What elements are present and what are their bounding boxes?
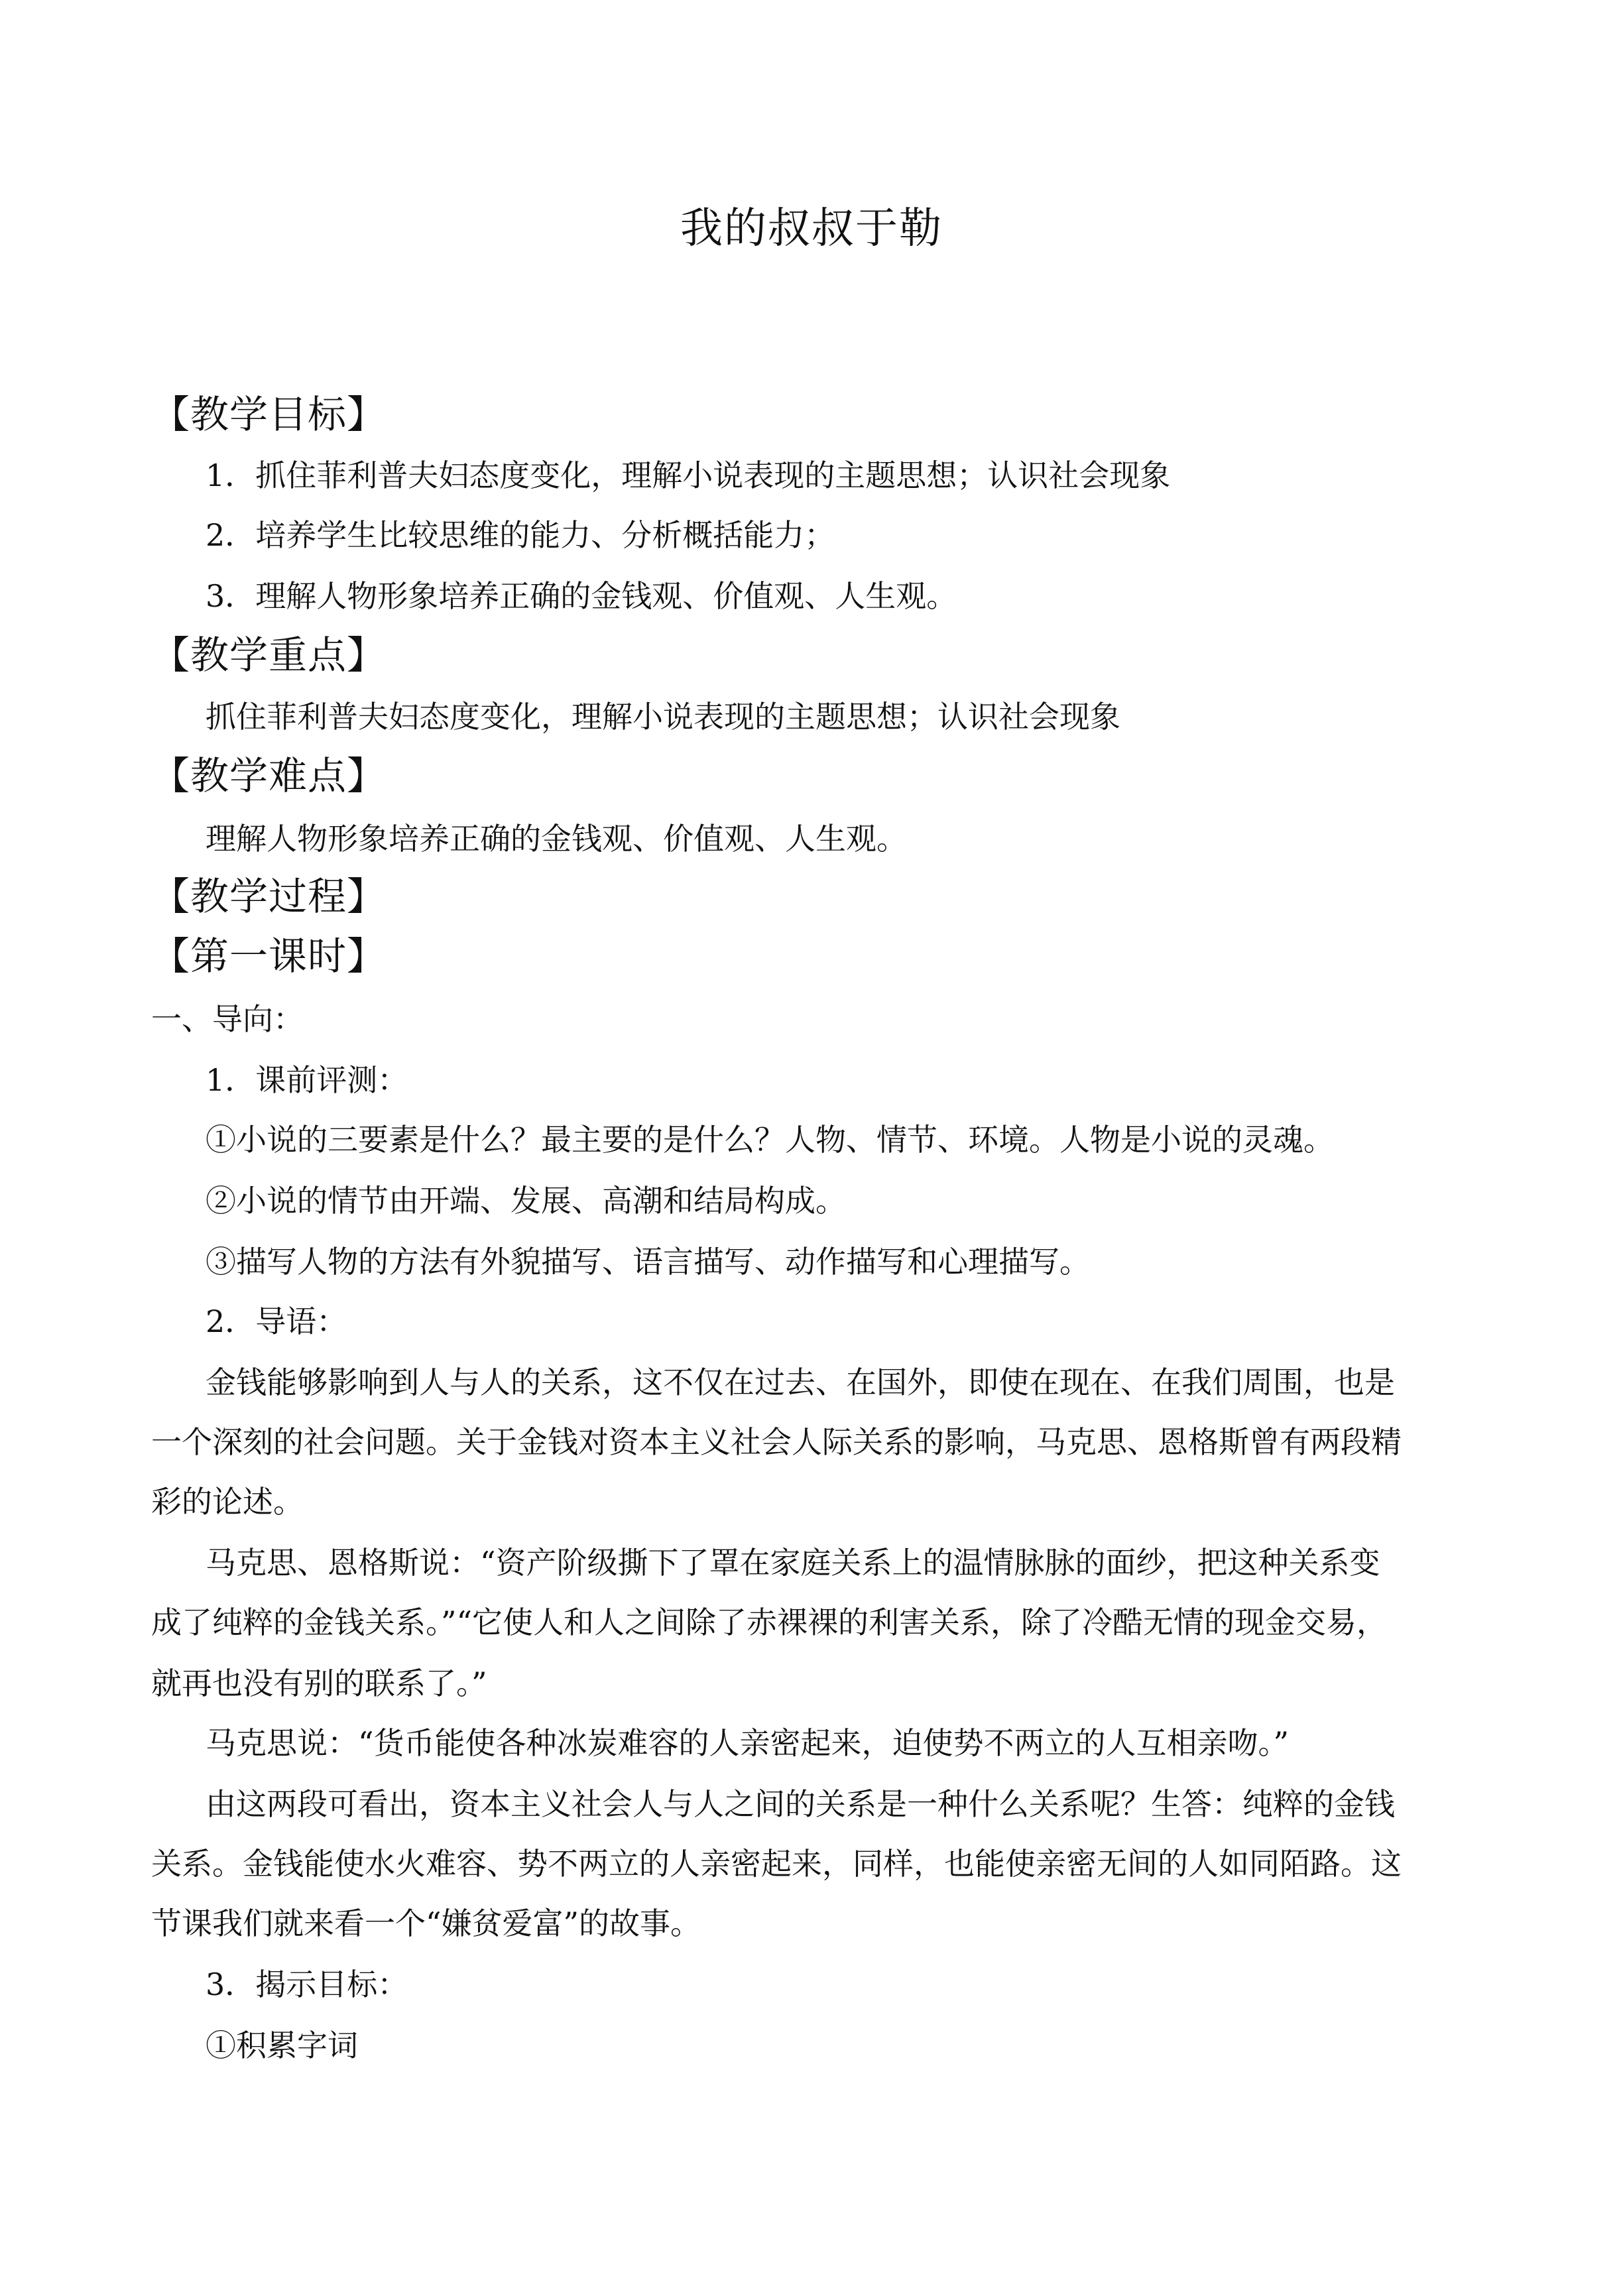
part1-heading: 一、导向：	[151, 1001, 304, 1037]
objective-item-3: 3．理解人物形象培养正确的金钱观、价值观、人生观。	[206, 578, 957, 614]
paragraph-4-line-3: 节课我们就来看一个“嫌贫爱富”的故事。	[151, 1905, 701, 1941]
paragraph-2-line-3: 就再也没有别的联系了。”	[151, 1665, 487, 1701]
paragraph-1-line-2: 一个深刻的社会问题。关于金钱对资本主义社会人际关系的影响，马克思、恩格斯曾有两段精	[151, 1424, 1402, 1460]
paragraph-1-line-3: 彩的论述。	[151, 1484, 304, 1520]
paragraph-3-line-1: 马克思说：“货币能使各种冰炭难容的人亲密起来，迫使势不两立的人互相亲吻。”	[206, 1725, 1290, 1761]
document-title: 我的叔叔于勒	[680, 204, 943, 253]
paragraph-2-line-2: 成了纯粹的金钱关系。”“它使人和人之间除了赤裸裸的利害关系，除了冷酷无情的现金交易，	[151, 1604, 1388, 1640]
goal-1: ①积累字词	[206, 2027, 358, 2063]
process-heading: 【教学过程】	[151, 874, 387, 919]
pre-assessment-label: 1．课前评测：	[206, 1062, 408, 1098]
intro-label: 2．导语：	[206, 1303, 347, 1339]
difficulties-heading: 【教学难点】	[151, 753, 387, 798]
paragraph-4-line-1: 由这两段可看出，资本主义社会人与人之间的关系是一种什么关系呢？生答：纯粹的金钱	[206, 1786, 1395, 1822]
key-points-heading: 【教学重点】	[151, 633, 387, 678]
key-points-text: 抓住菲利普夫妇态度变化，理解小说表现的主题思想；认识社会现象	[206, 699, 1120, 735]
difficulties-text: 理解人物形象培养正确的金钱观、价值观、人生观。	[206, 821, 907, 857]
lesson1-heading: 【第一课时】	[151, 934, 387, 979]
question-3: ③描写人物的方法有外貌描写、语言描写、动作描写和心理描写。	[206, 1244, 1090, 1280]
objectives-heading: 【教学目标】	[151, 392, 387, 437]
objective-item-2: 2．培养学生比较思维的能力、分析概括能力；	[206, 517, 835, 553]
question-1: ①小说的三要素是什么？最主要的是什么？人物、情节、环境。人物是小说的灵魂。	[206, 1122, 1334, 1158]
question-2: ②小说的情节由开端、发展、高潮和结局构成。	[206, 1183, 846, 1219]
paragraph-2-line-1: 马克思、恩格斯说：“资产阶级撕下了罩在家庭关系上的温情脉脉的面纱，把这种关系变	[206, 1545, 1380, 1581]
objective-item-1: 1．抓住菲利普夫妇态度变化，理解小说表现的主题思想；认识社会现象	[206, 457, 1171, 493]
paragraph-4-line-2: 关系。金钱能使水火难容、势不两立的人亲密起来，同样，也能使亲密无间的人如同陌路。这	[151, 1846, 1402, 1882]
paragraph-1-line-1: 金钱能够影响到人与人的关系，这不仅在过去、在国外，即使在现在、在我们周围，也是	[206, 1364, 1395, 1400]
goals-label: 3．揭示目标：	[206, 1966, 408, 2002]
